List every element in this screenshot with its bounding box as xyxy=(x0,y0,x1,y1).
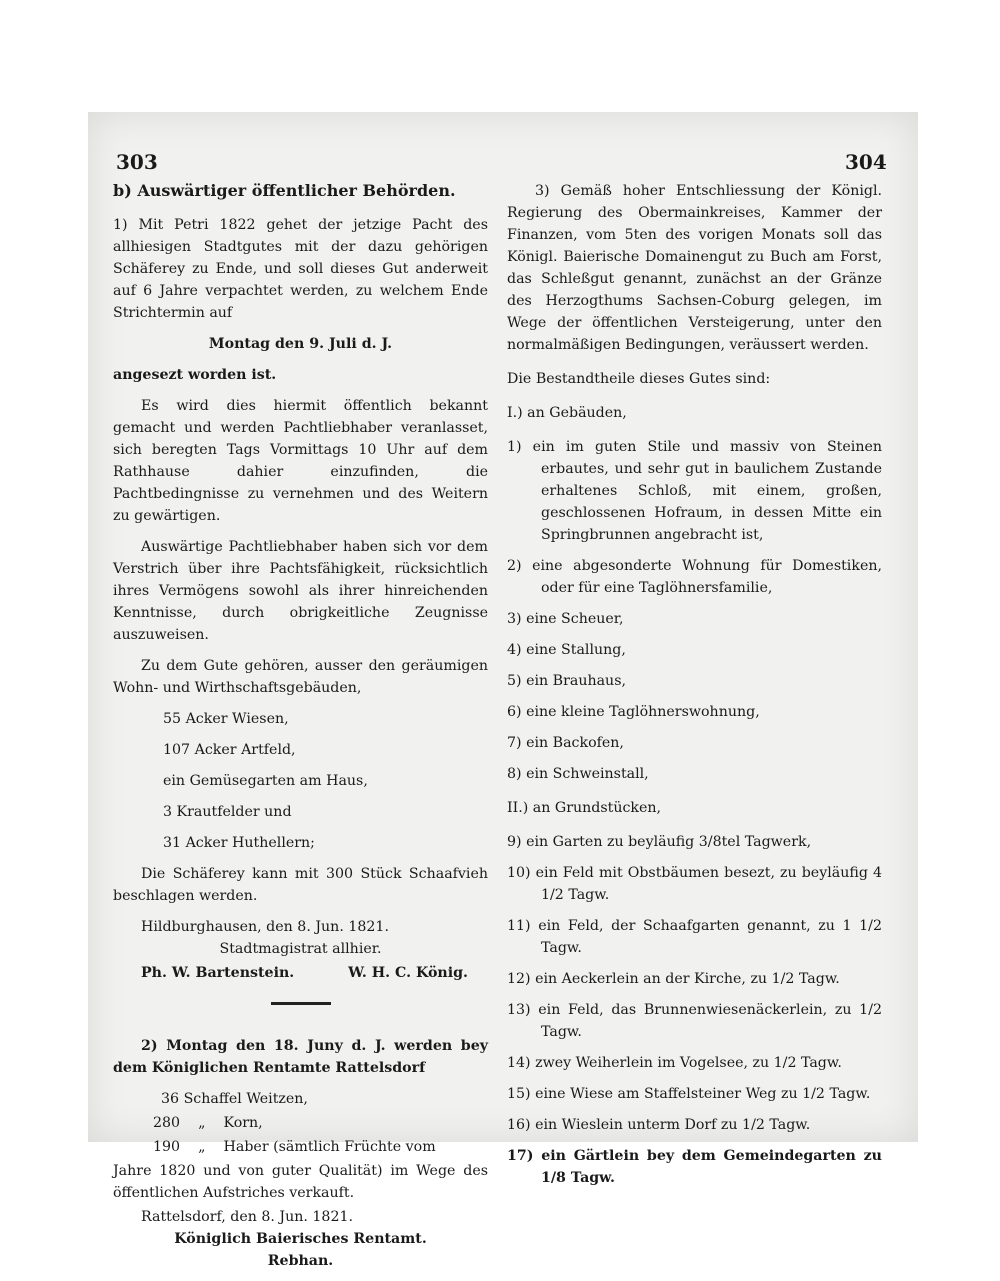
list-item: 31 Acker Huthellern; xyxy=(163,835,315,851)
section-i-heading: I.) an Gebäuden, xyxy=(507,405,627,421)
notice2-signer: Rebhan. xyxy=(267,1253,334,1269)
list-item: 12) ein Aeckerlein an der Kirche, zu 1/2 Tagw. xyxy=(507,971,840,987)
list-item: 3 Krautfelder und xyxy=(163,804,292,820)
list-item: 14) zwey Weiherlein im Vogelsee, zu 1/2 Tagw. xyxy=(507,1055,842,1071)
left-column xyxy=(113,180,488,1281)
list-item: 1) ein im guten Stile und massiv von Steinen erbautes, und sehr gut in baulichem Zustande erhaltenes Schloß, mit einem, großen, geschlossenen Hofraum, in dessen Mitte ein Springbrunnen angebracht ist, xyxy=(507,439,882,543)
signer-name: W. H. C. König. xyxy=(348,965,468,981)
list-item: ein Gemüsegarten am Haus, xyxy=(163,773,368,789)
list-item: 7) ein Backofen, xyxy=(507,735,624,751)
list-item: 2) eine abgesonderte Wohnung für Domestiken, oder für eine Taglöhnersfamilie, xyxy=(507,558,882,596)
page-number-right: 304 xyxy=(845,150,887,174)
notice1-intro: 1) Mit Petri 1822 gehet der jetzige Pacht des allhiesigen Stadtgutes mit der dazu gehörigen Schäferey zu Ende, und soll dieses Gut anderweit auf 6 Jahre verpachtet werden, zu welchem Ende Strichtermin auf xyxy=(113,217,488,321)
notice2-place-date: Rattelsdorf, den 8. Jun. 1821. xyxy=(141,1209,354,1225)
list-item: 9) ein Garten zu beyläufig 3/8tel Tagwerk, xyxy=(507,834,812,850)
notice1-para5: Die Schäferey kann mit 300 Stück Schaafvieh beschlagen werden. xyxy=(113,866,488,904)
list-item: 13) ein Feld, das Brunnenwiesenäckerlein, zu 1/2 Tagw. xyxy=(507,1002,882,1040)
notice1-para4: Zu dem Gute gehören, ausser den geräumigen Wohn- und Wirthschaftsgebäuden, xyxy=(113,658,488,696)
section-ii-heading: II.) an Grundstücken, xyxy=(507,800,662,816)
list-item: 55 Acker Wiesen, xyxy=(163,711,289,727)
list-item: 10) ein Feld mit Obstbäumen besezt, zu beyläufig 4 1/2 Tagw. xyxy=(507,865,882,903)
list-item: 16) ein Wieslein unterm Dorf zu 1/2 Tagw. xyxy=(507,1117,811,1133)
list-item: 3) eine Scheuer, xyxy=(507,611,624,627)
notice1-para2: Es wird dies hiermit öffentlich bekannt gemacht und werden Pachtliebhaber veranlasset, sich beregten Tags Vormittags 10 Uhr auf dem Rathhause dahier einzufinden, die Pachtbedingnisse zu vernehmen und des Weitern zu gewärtigen. xyxy=(113,398,488,524)
notice2-intro: 2) Montag den 18. Juny d. J. werden bey dem Königlichen Rentamte Rattelsdorf xyxy=(113,1038,488,1076)
notice1-date: Montag den 9. Juli d. J. xyxy=(208,336,393,352)
list-item: 11) ein Feld, der Schaafgarten genannt, zu 1 1/2 Tagw. xyxy=(507,918,882,956)
notice1-authority: Stadtmagistrat allhier. xyxy=(219,941,382,957)
list-item: 280 „ Korn, xyxy=(153,1115,263,1131)
separator-rule xyxy=(271,1002,331,1005)
list-item: 36 Schaffel Weitzen, xyxy=(161,1091,308,1107)
list-item: 15) eine Wiese am Staffelsteiner Weg zu 1/2 Tagw. xyxy=(507,1086,871,1102)
notice2-authority: Königlich Baierisches Rentamt. xyxy=(174,1231,427,1247)
list-item: 17) ein Gärtlein bey dem Gemeindegarten zu 1/8 Tagw. xyxy=(507,1148,882,1186)
parts-heading: Die Bestandtheile dieses Gutes sind: xyxy=(507,371,771,387)
notice3-intro: 3) Gemäß hoher Entschliessung der Königl. Regierung des Obermainkreises, Kammer der Finanzen, vom 5ten des vorigen Monats soll das Königl. Baierische Domainengut zu Buch am Forst, das Schleßgut genannt, zunächst an der Gränze des Herzogthums Sachsen-Coburg gelegen, im Wege der öffentlichen Versteigerung, unter den normalmäßigen Bedingungen, veräussert werden. xyxy=(507,183,882,353)
notice1-fixed: angesezt worden ist. xyxy=(113,367,277,383)
notice1-para3: Auswärtige Pachtliebhaber haben sich vor dem Verstrich über ihre Pachtsfähigkeit, rücksichtlich ihres Vermögens sowohl als ihrer hinreichenden Kenntnisse, durch obrigkeitliche Zeugnisse auszuweisen. xyxy=(113,539,488,643)
right-column xyxy=(507,180,882,1198)
page-number-left: 303 xyxy=(116,150,158,174)
notice2-continuation: Jahre 1820 und von guter Qualität) im Wege des öffentlichen Aufstriches verkauft. xyxy=(113,1163,488,1201)
list-item: 6) eine kleine Taglöhnerswohnung, xyxy=(507,704,760,720)
signatures xyxy=(113,962,488,984)
list-item: 107 Acker Artfeld, xyxy=(163,742,296,758)
list-item: 190 „ Haber (sämtlich Früchte vom xyxy=(153,1139,436,1155)
list-item: 4) eine Stallung, xyxy=(507,642,626,658)
list-item: 8) ein Schweinstall, xyxy=(507,766,649,782)
list-item: 5) ein Brauhaus, xyxy=(507,673,626,689)
notice1-place-date: Hildburghausen, den 8. Jun. 1821. xyxy=(141,919,389,935)
signer-name: Ph. W. Bartenstein. xyxy=(141,965,295,981)
section-heading: b) Auswärtiger öffentlicher Behörden. xyxy=(113,181,456,200)
